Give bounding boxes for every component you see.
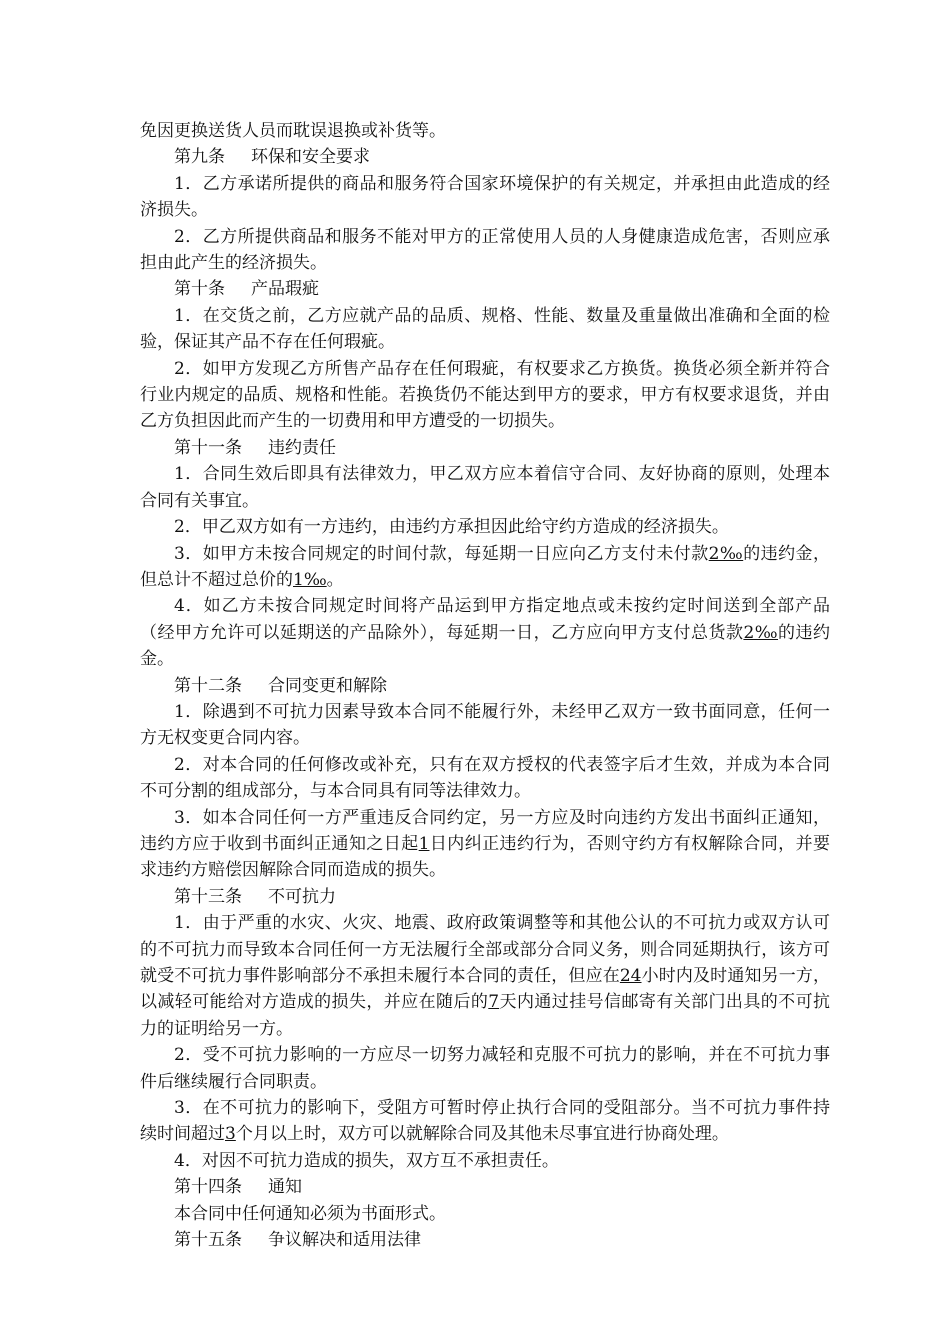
article-number: 第十五条 <box>174 1230 242 1251</box>
clause-text: 个月以上时，双方可以就解除合同及其他未尽事宜进行协商处理。 <box>235 1124 729 1145</box>
contract-body <box>140 118 830 1253</box>
article-number: 第九条 <box>174 147 225 168</box>
article-12-heading <box>140 673 830 699</box>
article-10-heading <box>140 276 830 302</box>
clause-text: 4．如乙方未按合同规定时间将产品运到甲方指定地点或未按约定时间送到全部产品（经甲方允许可以延期送的产品除外），每延期一日，乙方应向甲方支付总货款 <box>140 596 830 643</box>
article-title: 产品瑕疵 <box>251 279 319 300</box>
article-13-clause-2: 2．受不可抗力影响的一方应尽一切努力减轻和克服不可抗力的影响，并在不可抗力事件后继续履行合同职责。 <box>140 1045 830 1092</box>
article-15-heading <box>140 1227 830 1253</box>
clause-text: 的违约金，但总计不超过总价的 <box>140 543 830 590</box>
clause-text: 3．如甲方未按合同规定的时间付款，每延期一日应向乙方支付未付款 <box>174 543 709 564</box>
article-9-clause-2: 2．乙方所提供商品和服务不能对甲方的正常使用人员的人身健康造成危害，否则应承担由此产生的经济损失。 <box>140 226 830 274</box>
article-11-heading <box>140 435 830 461</box>
filled-value: 1‰ <box>293 569 327 590</box>
clause-text: 1．由于严重的水灾、火灾、地震、政府政策调整等和其他公认的不可抗力或双方认可的不可抗力而导致本合同任何一方无法履行全部或部分合同义务，则合同延期执行，该方可就受不可抗力事件影响部分不承担未履行本合同的责任，但应在 <box>140 913 830 986</box>
article-number: 第十二条 <box>174 675 242 696</box>
filled-value: 3 <box>225 1124 236 1145</box>
article-number: 第十四条 <box>174 1177 242 1198</box>
clause-text: 3．在不可抗力的影响下，受阻方可暂时停止执行合同的受阻部分。当不可抗力事件持续时间超过 <box>140 1098 830 1145</box>
article-11-clause-3 <box>140 541 830 594</box>
article-9-heading <box>140 144 830 170</box>
article-number: 第十一条 <box>174 437 242 458</box>
article-14-heading <box>140 1174 830 1200</box>
filled-value: 24 <box>619 966 642 986</box>
article-10-clause-1: 1．在交货之前，乙方应就产品的品质、规格、性能、数量及重量做出准确和全面的检验，保证其产品不存在任何瑕疵。 <box>140 305 830 353</box>
article-10-clause-2: 2．如甲方发现乙方所售产品存在任何瑕疵，有权要求乙方换货。换货必须全新并符合行业内规定的品质、规格和性能。若换货仍不能达到甲方的要求，甲方有权要求退货，并由乙方负担因此而产生的一切费用和甲方遭受的一切损失。 <box>140 358 830 432</box>
article-13-clause-3 <box>140 1095 830 1148</box>
article-title: 违约责任 <box>268 437 336 458</box>
article-title: 争议解决和适用法律 <box>268 1230 421 1251</box>
clause-text: 。 <box>326 569 344 590</box>
article-11-clause-1: 1．合同生效后即具有法律效力，甲乙双方应本着信守合同、友好协商的原则，处理本合同有关事宜。 <box>140 464 830 511</box>
article-13-clause-4: 4．对因不可抗力造成的损失，双方互不承担责任。 <box>174 1150 559 1171</box>
article-12-clause-1: 1．除遇到不可抗力因素导致本合同不能履行外，未经甲乙双方一致书面同意，任何一方无权变更合同内容。 <box>140 701 830 749</box>
article-13-clause-1 <box>140 910 830 1042</box>
article-13-heading <box>140 884 830 910</box>
article-12-clause-3 <box>140 805 830 884</box>
article-14-clause-1: 本合同中任何通知必须为书面形式。 <box>174 1203 446 1224</box>
article-number: 第十条 <box>174 279 225 300</box>
article-title: 合同变更和解除 <box>268 675 387 696</box>
article-12-clause-2: 2．对本合同的任何修改或补充，只有在双方授权的代表签字后才生效，并成为本合同不可分割的组成部分，与本合同具有同等法律效力。 <box>140 754 830 802</box>
filled-value: 2‰ <box>743 622 779 643</box>
clause-text: 3．如本合同任何一方严重违反合同约定，另一方应及时向违约方发出书面纠正通知，违约方应于收到书面纠正通知之日起 <box>140 807 830 854</box>
article-title: 不可抗力 <box>268 886 336 907</box>
article-title: 通知 <box>268 1177 302 1198</box>
article-number: 第十三条 <box>174 886 242 907</box>
article-11-clause-4 <box>140 593 830 672</box>
clause-text: 的违约金。 <box>140 622 830 670</box>
clause-text: 日内纠正违约行为，否则守约方有权解除合同，并要求违约方赔偿因解除合同而造成的损失。 <box>140 833 831 881</box>
clause-text: 天内通过挂号信邮寄有关部门出具的不可抗力的证明给另一方。 <box>140 992 831 1039</box>
article-9-clause-1: 1．乙方承诺所提供的商品和服务符合国家环境保护的有关规定，并承担由此造成的经济损失。 <box>140 173 830 221</box>
article-11-clause-2: 2．甲乙双方如有一方违约，由违约方承担因此给守约方造成的经济损失。 <box>174 517 729 538</box>
filled-value: 2‰ <box>708 543 744 564</box>
paragraph-continuation: 免因更换送货人员而耽误退换或补货等。 <box>140 121 446 141</box>
filled-value: 7 <box>488 992 500 1013</box>
article-title: 环保和安全要求 <box>251 147 370 168</box>
filled-value: 1 <box>418 833 430 854</box>
clause-text: 小时内及时通知另一方，以减轻可能给对方造成的损失，并应在随后的 <box>140 966 831 1013</box>
